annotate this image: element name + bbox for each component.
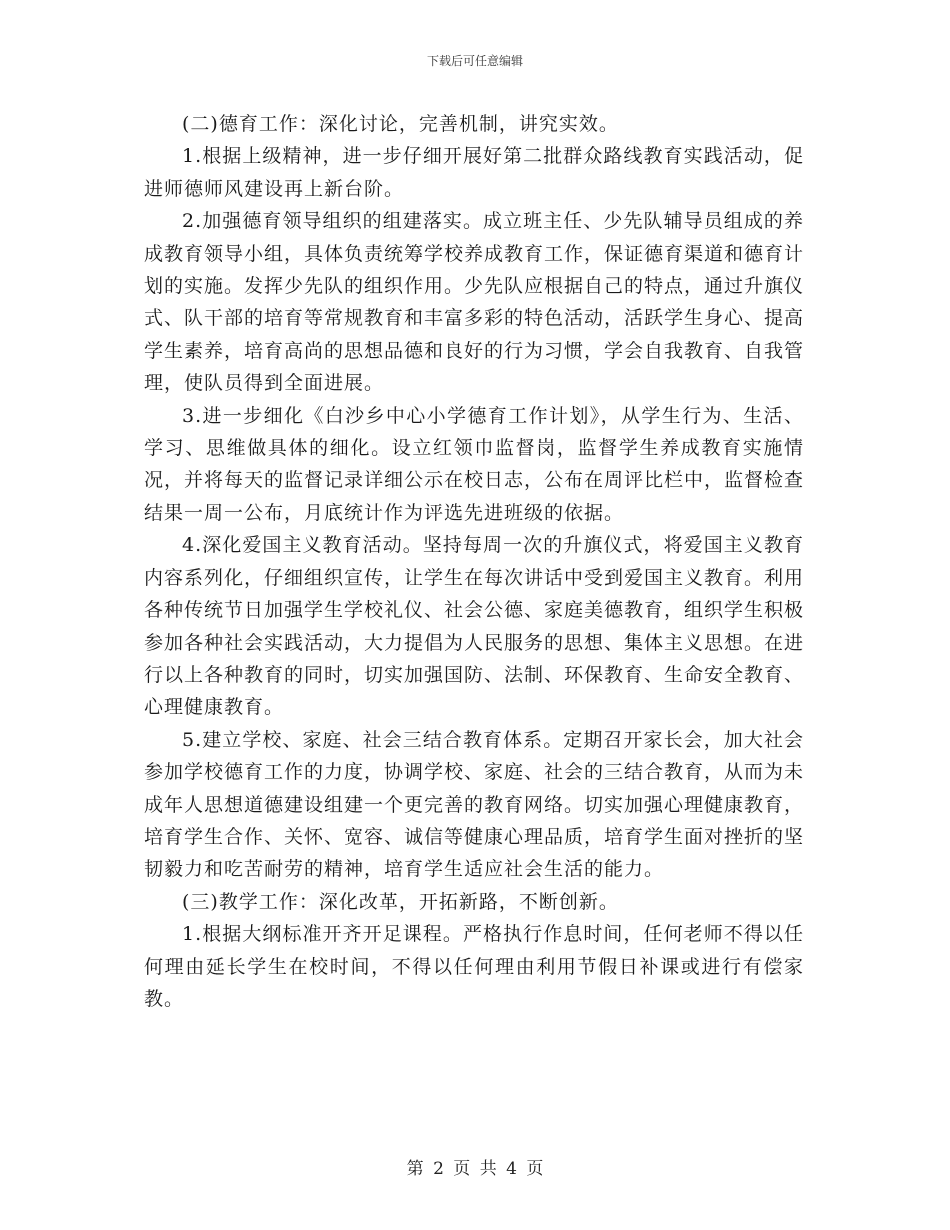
paragraph-item: 5.建立学校、家庭、社会三结合教育体系。定期召开家长会，加大社会参加学校德育工作的力度，协调学校、家庭、社会的三结合教育，从而为未成年人思想道德建设组建一个更完善的教育网络。切实加强心理健康教育，培育学生合作、关怀、宽容、诚信等健康心理品质，培育学生面对挫折的坚韧毅力和吃苦耐劳的精神，培育学生适应社会生活的能力。 (144, 728, 805, 881)
section-heading-teaching: (三)教学工作：深化改革，开拓新路，不断创新。 (182, 890, 619, 913)
paragraph-item: 1.根据上级精神，进一步仔细开展好第二批群众路线教育实践活动，促进师德师风建设再上新台阶。 (144, 145, 804, 200)
section-heading-moral-education: (二)德育工作：深化讨论，完善机制，讲究实效。 (182, 113, 619, 135)
paragraph-item: 3.进一步细化《白沙乡中心小学德育工作计划》，从学生行为、生活、学习、思维做具体的细化。设立红领巾监督岗，监督学生养成教育实施情况，并将每天的监督记录详细公示在校日志，公布在周评比栏中，监督检查结果一周一公布，月底统计作为评选先进班级的依据。 (144, 404, 805, 524)
page-number-footer: 第 2 页 共 4 页 (406, 1159, 544, 1179)
document-body (144, 108, 804, 1015)
paragraph-item: 1.根据大纲标准开齐开足课程。严格执行作息时间，任何老师不得以任何理由延长学生在校时间，不得以任何理由利用节假日补课或进行有偿家教。 (144, 923, 804, 1010)
paragraph-item: 4.深化爱国主义教育活动。坚持每周一次的升旗仪式，将爱国主义教育内容系列化，仔细组织宣传，让学生在每次讲话中受到爱国主义教育。利用各种传统节日加强学生学校礼仪、社会公德、家庭美德教育，组织学生积极参加各种社会实践活动，大力提倡为人民服务的思想、集体主义思想。在进行以上各种教育的同时，切实加强国防、法制、环保教育、生命安全教育、心理健康教育。 (144, 534, 805, 719)
paragraph-item: 2.加强德育领导组织的组建落实。成立班主任、少先队辅导员组成的养成教育领导小组，具体负责统筹学校养成教育工作，保证德育渠道和德育计划的实施。发挥少先队的组织作用。少先队应根据自己的特点，通过升旗仪式、队干部的培育等常规教育和丰富多彩的特色活动，活跃学生身心、提高学生素养，培育高尚的思想品德和良好的行为习惯，学会自我教育、自我管理，使队员得到全面进展。 (144, 210, 805, 395)
page-header-note: 下载后可任意编辑 (426, 54, 523, 68)
